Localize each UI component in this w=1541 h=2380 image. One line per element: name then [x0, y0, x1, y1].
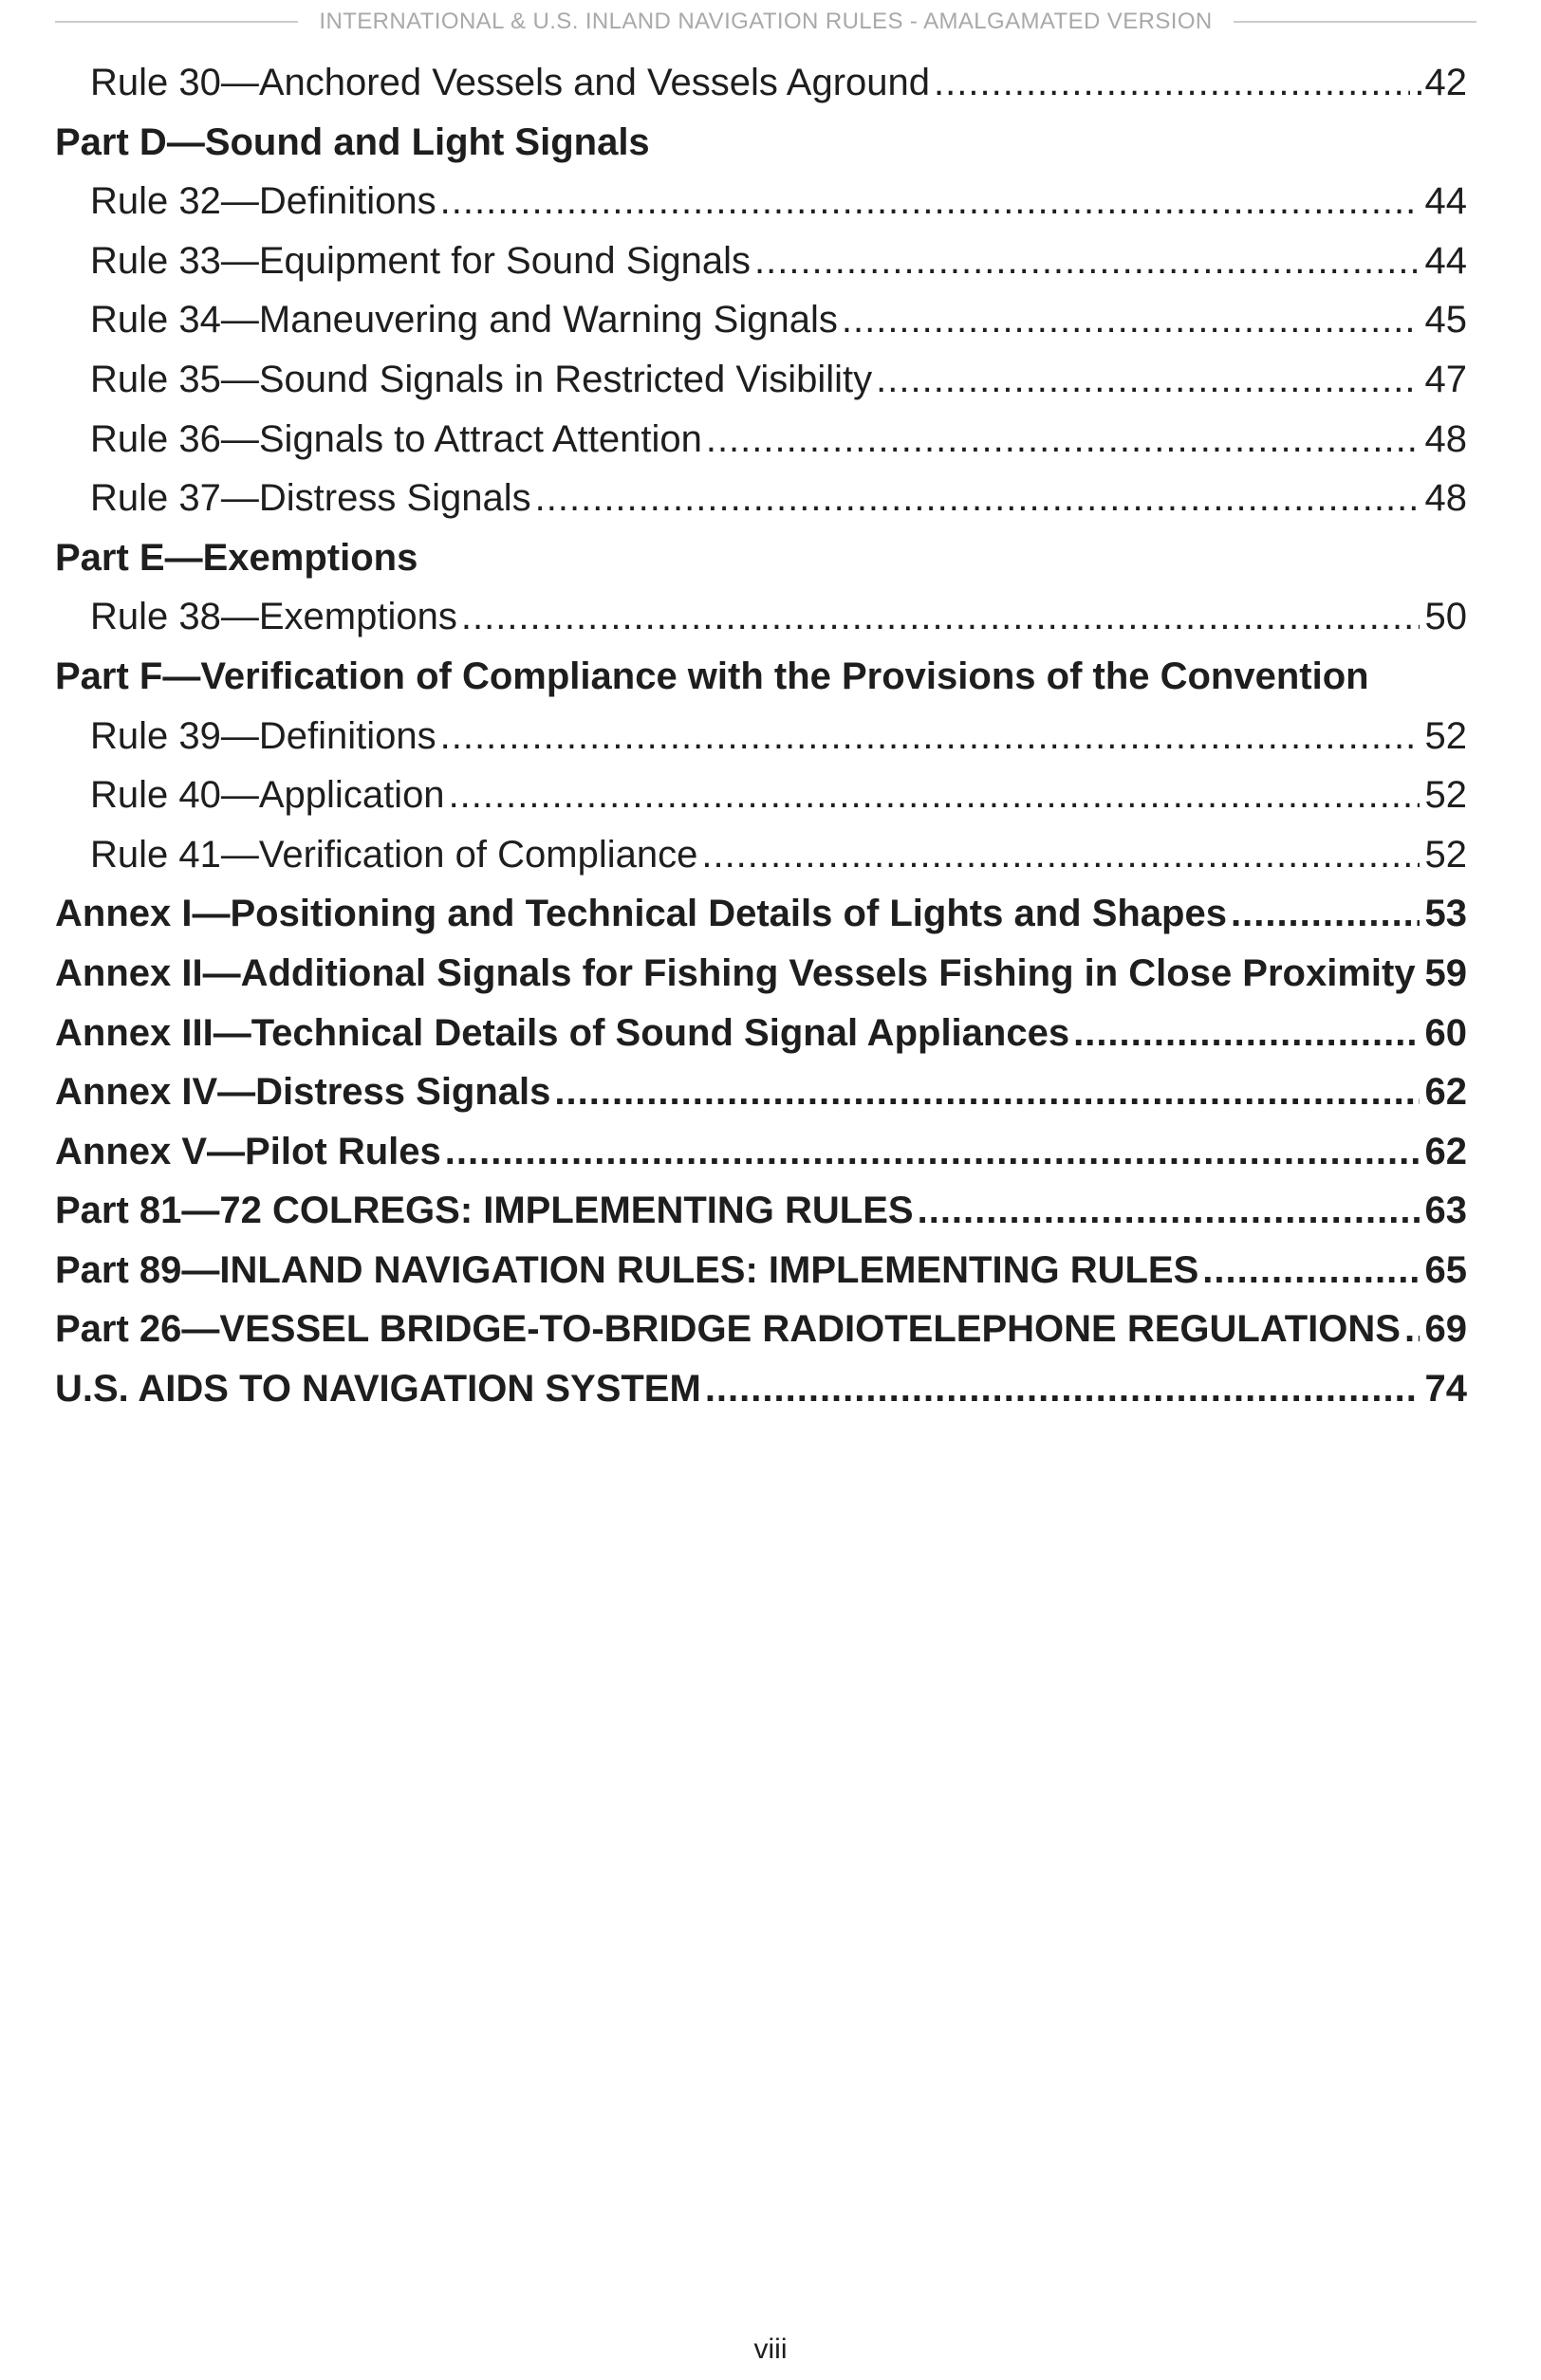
- toc-entry[interactable]: [55, 1181, 1467, 1241]
- toc-entry[interactable]: [55, 1300, 1467, 1359]
- table-of-contents: [55, 53, 1467, 1419]
- toc-entry[interactable]: [55, 707, 1467, 766]
- toc-dot-leader: [554, 1062, 1420, 1122]
- toc-entry-page: 53: [1424, 893, 1467, 935]
- toc-entry-title: Rule 40—Application: [90, 774, 445, 817]
- toc-entry[interactable]: [55, 884, 1467, 944]
- toc-entry-title: Part F—Verification of Compliance with the Provisions of the Convention: [55, 655, 1369, 697]
- toc-entry-title: Rule 38—Exemptions: [90, 596, 457, 638]
- toc-entry-title: Annex II—Additional Signals for Fishing Vessels Fishing in Close Proximity: [55, 951, 1416, 994]
- toc-entry-title: Rule 37—Distress Signals: [90, 477, 531, 520]
- toc-entry[interactable]: [55, 825, 1467, 885]
- toc-entry[interactable]: [55, 1241, 1467, 1301]
- toc-entry-title: Rule 39—Definitions: [90, 714, 436, 757]
- toc-dot-leader: [876, 350, 1420, 410]
- toc-entry[interactable]: [55, 766, 1467, 825]
- toc-entry[interactable]: [55, 944, 1467, 1004]
- toc-entry-page: 69: [1424, 1308, 1467, 1351]
- toc-entry[interactable]: [55, 1359, 1467, 1419]
- toc-dot-leader: [705, 1359, 1420, 1419]
- toc-entry[interactable]: [55, 647, 1467, 707]
- toc-entry-title: Part 81—72 COLREGS: IMPLEMENTING RULES: [55, 1190, 914, 1232]
- toc-entry[interactable]: [55, 113, 1467, 173]
- toc-entry[interactable]: [55, 587, 1467, 647]
- toc-entry[interactable]: [55, 1062, 1467, 1122]
- toc-entry-page: 52: [1424, 833, 1467, 876]
- toc-dot-leader: [449, 766, 1420, 825]
- toc-entry-title: Annex V—Pilot Rules: [55, 1130, 441, 1172]
- toc-dot-leader: [1404, 1300, 1420, 1359]
- toc-dot-leader: [445, 1122, 1420, 1182]
- header-rule-left: [55, 21, 298, 23]
- toc-entry-title: Rule 30—Anchored Vessels and Vessels Aground: [90, 62, 931, 103]
- toc-entry-title: Rule 35—Sound Signals in Restricted Visibility: [90, 358, 873, 400]
- toc-entry-title: Part E—Exemptions: [55, 536, 418, 579]
- toc-entry-title: Part 26—VESSEL BRIDGE-TO-BRIDGE RADIOTELEPHONE REGULATIONS: [55, 1308, 1401, 1351]
- toc-entry-page: 65: [1424, 1248, 1467, 1291]
- toc-dot-leader: [754, 231, 1420, 291]
- toc-dot-leader: [1073, 1004, 1420, 1063]
- toc-entry-page: 52: [1424, 714, 1467, 757]
- toc-entry-page: 62: [1424, 1071, 1467, 1114]
- toc-entry[interactable]: [55, 290, 1467, 350]
- toc-entry-page: 50: [1424, 596, 1467, 638]
- toc-entry-page: 45: [1424, 299, 1467, 341]
- toc-entry[interactable]: [55, 1122, 1467, 1182]
- toc-entry-page: 44: [1424, 239, 1467, 282]
- toc-entry-page: 52: [1424, 774, 1467, 817]
- toc-dot-leader: [440, 172, 1420, 231]
- toc-entry-title: Annex IV—Distress Signals: [55, 1071, 551, 1114]
- toc-entry-title: Annex III—Technical Details of Sound Signal Appliances: [55, 1011, 1070, 1054]
- toc-dot-leader: [934, 53, 1410, 113]
- toc-entry-page: 48: [1424, 417, 1467, 460]
- toc-entry[interactable]: [55, 53, 1467, 113]
- toc-entry[interactable]: [55, 231, 1467, 291]
- toc-entry-page: .42: [1414, 62, 1467, 103]
- toc-entry-title: Rule 41—Verification of Compliance: [90, 833, 698, 876]
- toc-dot-leader: [1231, 884, 1420, 944]
- toc-entry[interactable]: [55, 172, 1467, 231]
- toc-entry-title: Part 89—INLAND NAVIGATION RULES: IMPLEMENTING RULES: [55, 1248, 1199, 1291]
- toc-entry-title: U.S. AIDS TO NAVIGATION SYSTEM: [55, 1368, 701, 1411]
- toc-entry[interactable]: [55, 350, 1467, 410]
- toc-dot-leader: [918, 1181, 1420, 1241]
- toc-entry-title: Part D—Sound and Light Signals: [55, 120, 650, 163]
- toc-entry-page: 74: [1424, 1368, 1467, 1411]
- toc-entry-page: 44: [1424, 180, 1467, 223]
- toc-entry[interactable]: [55, 528, 1467, 588]
- toc-dot-leader: [706, 410, 1420, 470]
- toc-entry[interactable]: [55, 1004, 1467, 1063]
- toc-entry-page: 62: [1424, 1130, 1467, 1172]
- toc-dot-leader: [701, 825, 1420, 885]
- toc-entry-title: Rule 32—Definitions: [90, 180, 436, 223]
- toc-entry-page: 48: [1424, 477, 1467, 520]
- toc-dot-leader: [1202, 1241, 1420, 1301]
- toc-dot-leader: [461, 587, 1420, 647]
- toc-entry-title: Annex I—Positioning and Technical Details of Lights and Shapes: [55, 893, 1227, 935]
- toc-entry-title: Rule 36—Signals to Attract Attention: [90, 417, 702, 460]
- toc-entry-page: 63: [1424, 1190, 1467, 1232]
- header-rule-right: [1234, 21, 1476, 23]
- toc-entry[interactable]: [55, 410, 1467, 470]
- toc-entry[interactable]: [55, 469, 1467, 528]
- toc-entry-page: 59: [1424, 951, 1467, 994]
- toc-entry-page: 47: [1424, 358, 1467, 400]
- page-number: viii: [753, 2334, 788, 2365]
- running-header: [55, 8, 1476, 36]
- toc-entry-page: 60: [1424, 1011, 1467, 1054]
- toc-dot-leader: [535, 469, 1420, 528]
- toc-dot-leader: [842, 290, 1420, 350]
- running-title: INTERNATIONAL & U.S. INLAND NAVIGATION RULES - AMALGAMATED VERSION: [319, 9, 1213, 34]
- toc-dot-leader: [440, 707, 1420, 766]
- toc-entry-title: Rule 34—Maneuvering and Warning Signals: [90, 299, 838, 341]
- toc-entry-title: Rule 33—Equipment for Sound Signals: [90, 239, 751, 282]
